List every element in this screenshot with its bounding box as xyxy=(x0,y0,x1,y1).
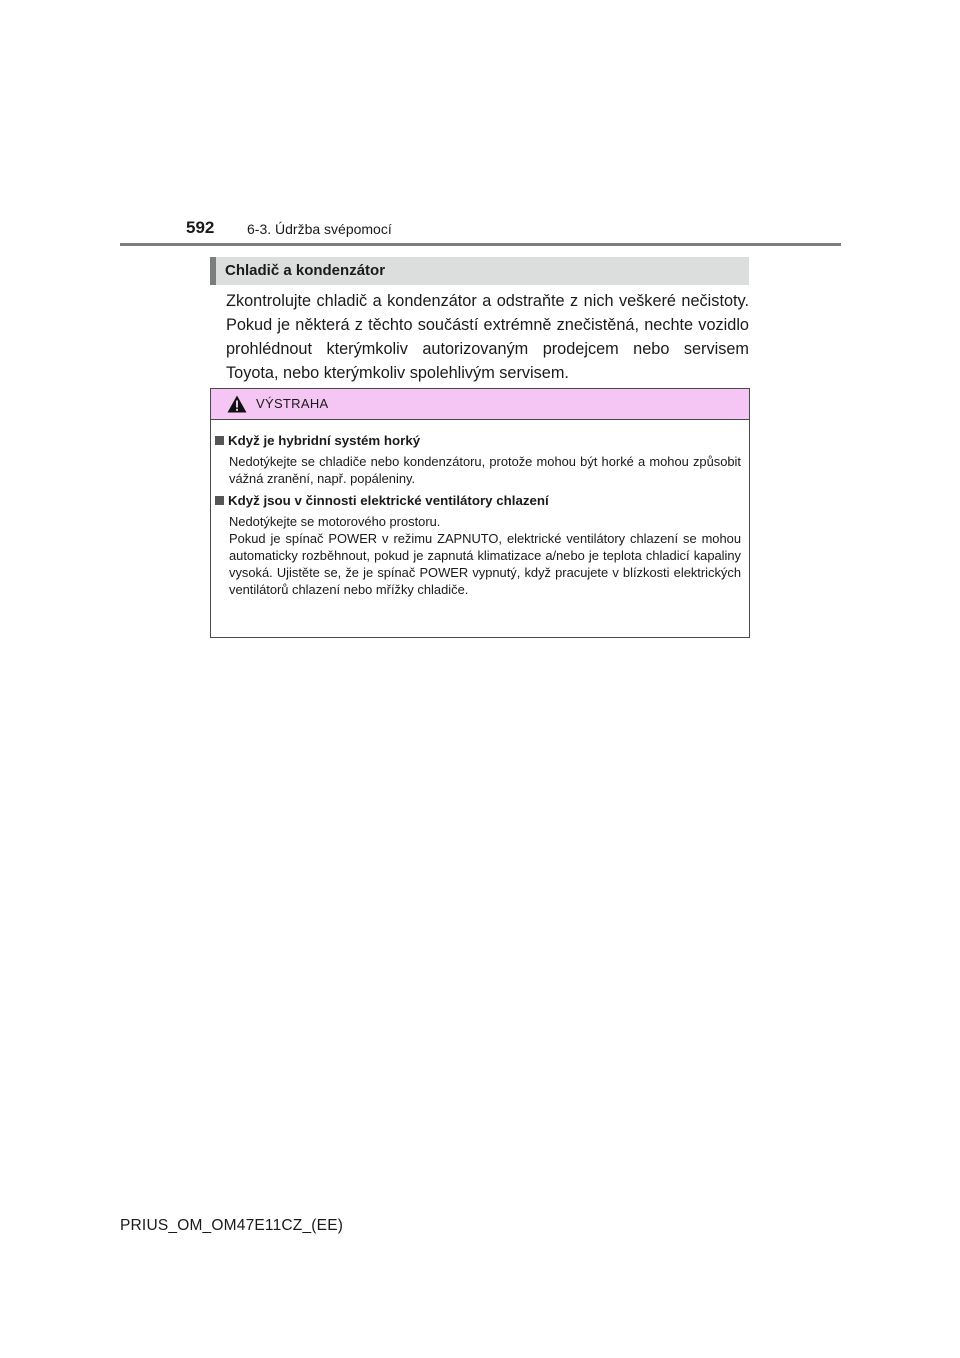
warning-item-title-text: Když jsou v činnosti elektrické ventilátory chlazení xyxy=(228,493,549,508)
warning-item-title xyxy=(215,493,549,508)
warning-triangle-icon xyxy=(227,395,247,413)
warning-item-line: Nedotýkejte se chladiče nebo kondenzátoru, protože mohou být horké a mohou způsobit vážná zranění, např. popáleniny. xyxy=(229,454,741,486)
warning-item-text xyxy=(229,453,741,487)
header-divider xyxy=(120,243,841,246)
heading-bar xyxy=(210,257,749,285)
bullet-square-icon xyxy=(215,436,224,445)
page-number: 592 xyxy=(186,218,215,237)
warning-item-text xyxy=(229,513,741,598)
body-paragraph: Zkontrolujte chladič a kondenzátor a odstraňte z nich veškeré nečistoty. Pokud je některá z těchto součástí extrémně znečistěná, nechte vozidlo prohlédnout kterýmkoliv autorizovaným prodejcem nebo servisem Toyota, nebo kterýmkoliv spolehlivým servisem. xyxy=(226,292,749,382)
footer-doc-code: PRIUS_OM_OM47E11CZ_(EE) xyxy=(120,1217,344,1234)
warning-item-line: Pokud je spínač POWER v režimu ZAPNUTO, elektrické ventilátory chlazení se mohou automaticky rozběhnout, pokud je zapnutá klimatizace a/nebo je teplota chladicí kapaliny vysoká. Ujistěte se, že je spínač POWER vypnutý, když pracujete v blízkosti elektrických ventilátorů chlazení nebo mřížky chladiče. xyxy=(229,531,741,597)
warning-item-title xyxy=(215,433,420,448)
warning-item-title-text: Když je hybridní systém horký xyxy=(228,433,421,448)
warning-title: VÝSTRAHA xyxy=(256,396,329,411)
section-title: 6-3. Údržba svépomocí xyxy=(247,221,392,237)
bullet-square-icon xyxy=(215,496,224,505)
warning-header xyxy=(211,389,749,420)
warning-item-line: Nedotýkejte se motorového prostoru. xyxy=(229,514,441,529)
warning-box xyxy=(210,388,750,638)
heading-accent xyxy=(210,257,216,285)
heading-title: Chladič a kondenzátor xyxy=(225,262,386,279)
